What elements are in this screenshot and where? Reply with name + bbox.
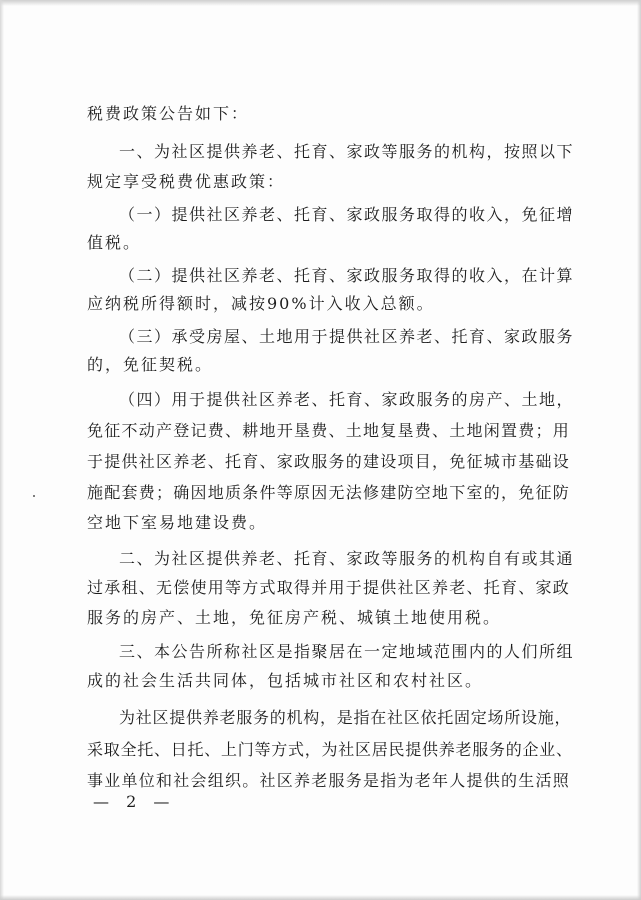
text-line: 施配套费；确因地质条件等原因无法修建防空地下室的，免征防 bbox=[87, 483, 571, 502]
text-line: （二）提供社区养老、托育、家政服务取得的收入，在计算 bbox=[119, 266, 575, 285]
text-line: 为社区提供养老服务的机构，是指在社区依托固定场所设施， bbox=[119, 708, 572, 727]
text-line: 成的社会生活共同体，包括城市社区和农村社区。 bbox=[87, 671, 484, 690]
text-line: （三）承受房屋、土地用于提供社区养老、托育、家政服务 bbox=[119, 327, 575, 346]
text-line: 于提供社区养老、托育、家政服务的建设项目，免征城市基础设 bbox=[87, 452, 571, 471]
scan-edge-right bbox=[637, 0, 641, 900]
text-line: 空地下室易地建设费。 bbox=[87, 513, 268, 532]
text-line: 三、本公告所称社区是指聚居在一定地域范围内的人们所组 bbox=[119, 642, 575, 661]
text-line: 过承租、无偿使用等方式取得并用于提供社区养老、托育、家政 bbox=[87, 578, 571, 597]
scan-edge-left bbox=[0, 0, 4, 900]
text-line: 应纳税所得额时，减按90%计入收入总额。 bbox=[87, 294, 435, 313]
scan-edge-top bbox=[0, 0, 641, 6]
text-line: 一、为社区提供养老、托育、家政等服务的机构，按照以下 bbox=[119, 142, 575, 161]
scan-speck bbox=[33, 495, 35, 497]
text-line: 税费政策公告如下： bbox=[87, 104, 250, 123]
text-line: 的，免征契税。 bbox=[87, 355, 214, 374]
scan-edge-bottom bbox=[0, 895, 641, 900]
text-line: 服务的房产、土地，免征房产税、城镇土地使用税。 bbox=[87, 608, 502, 627]
text-line: （四）用于提供社区养老、托育、家政服务的房产、土地， bbox=[119, 390, 575, 409]
text-line: （一）提供社区养老、托育、家政服务取得的收入，免征增 bbox=[119, 205, 575, 224]
text-line: 值税。 bbox=[87, 233, 142, 252]
text-line: 规定享受税费优惠政策： bbox=[87, 172, 286, 191]
text-line: 二、为社区提供养老、托育、家政等服务的机构自有或其通 bbox=[119, 549, 575, 568]
text-line: 免征不动产登记费、耕地开垦费、土地复垦费、土地闲置费；用 bbox=[87, 421, 571, 440]
text-line: 事业单位和社会组织。社区养老服务是指为老年人提供的生活照 bbox=[87, 771, 571, 790]
text-line: 采取全托、日托、上门等方式，为社区居民提供养老服务的企业、 bbox=[87, 740, 573, 759]
page-number: — 2 — bbox=[93, 792, 176, 811]
